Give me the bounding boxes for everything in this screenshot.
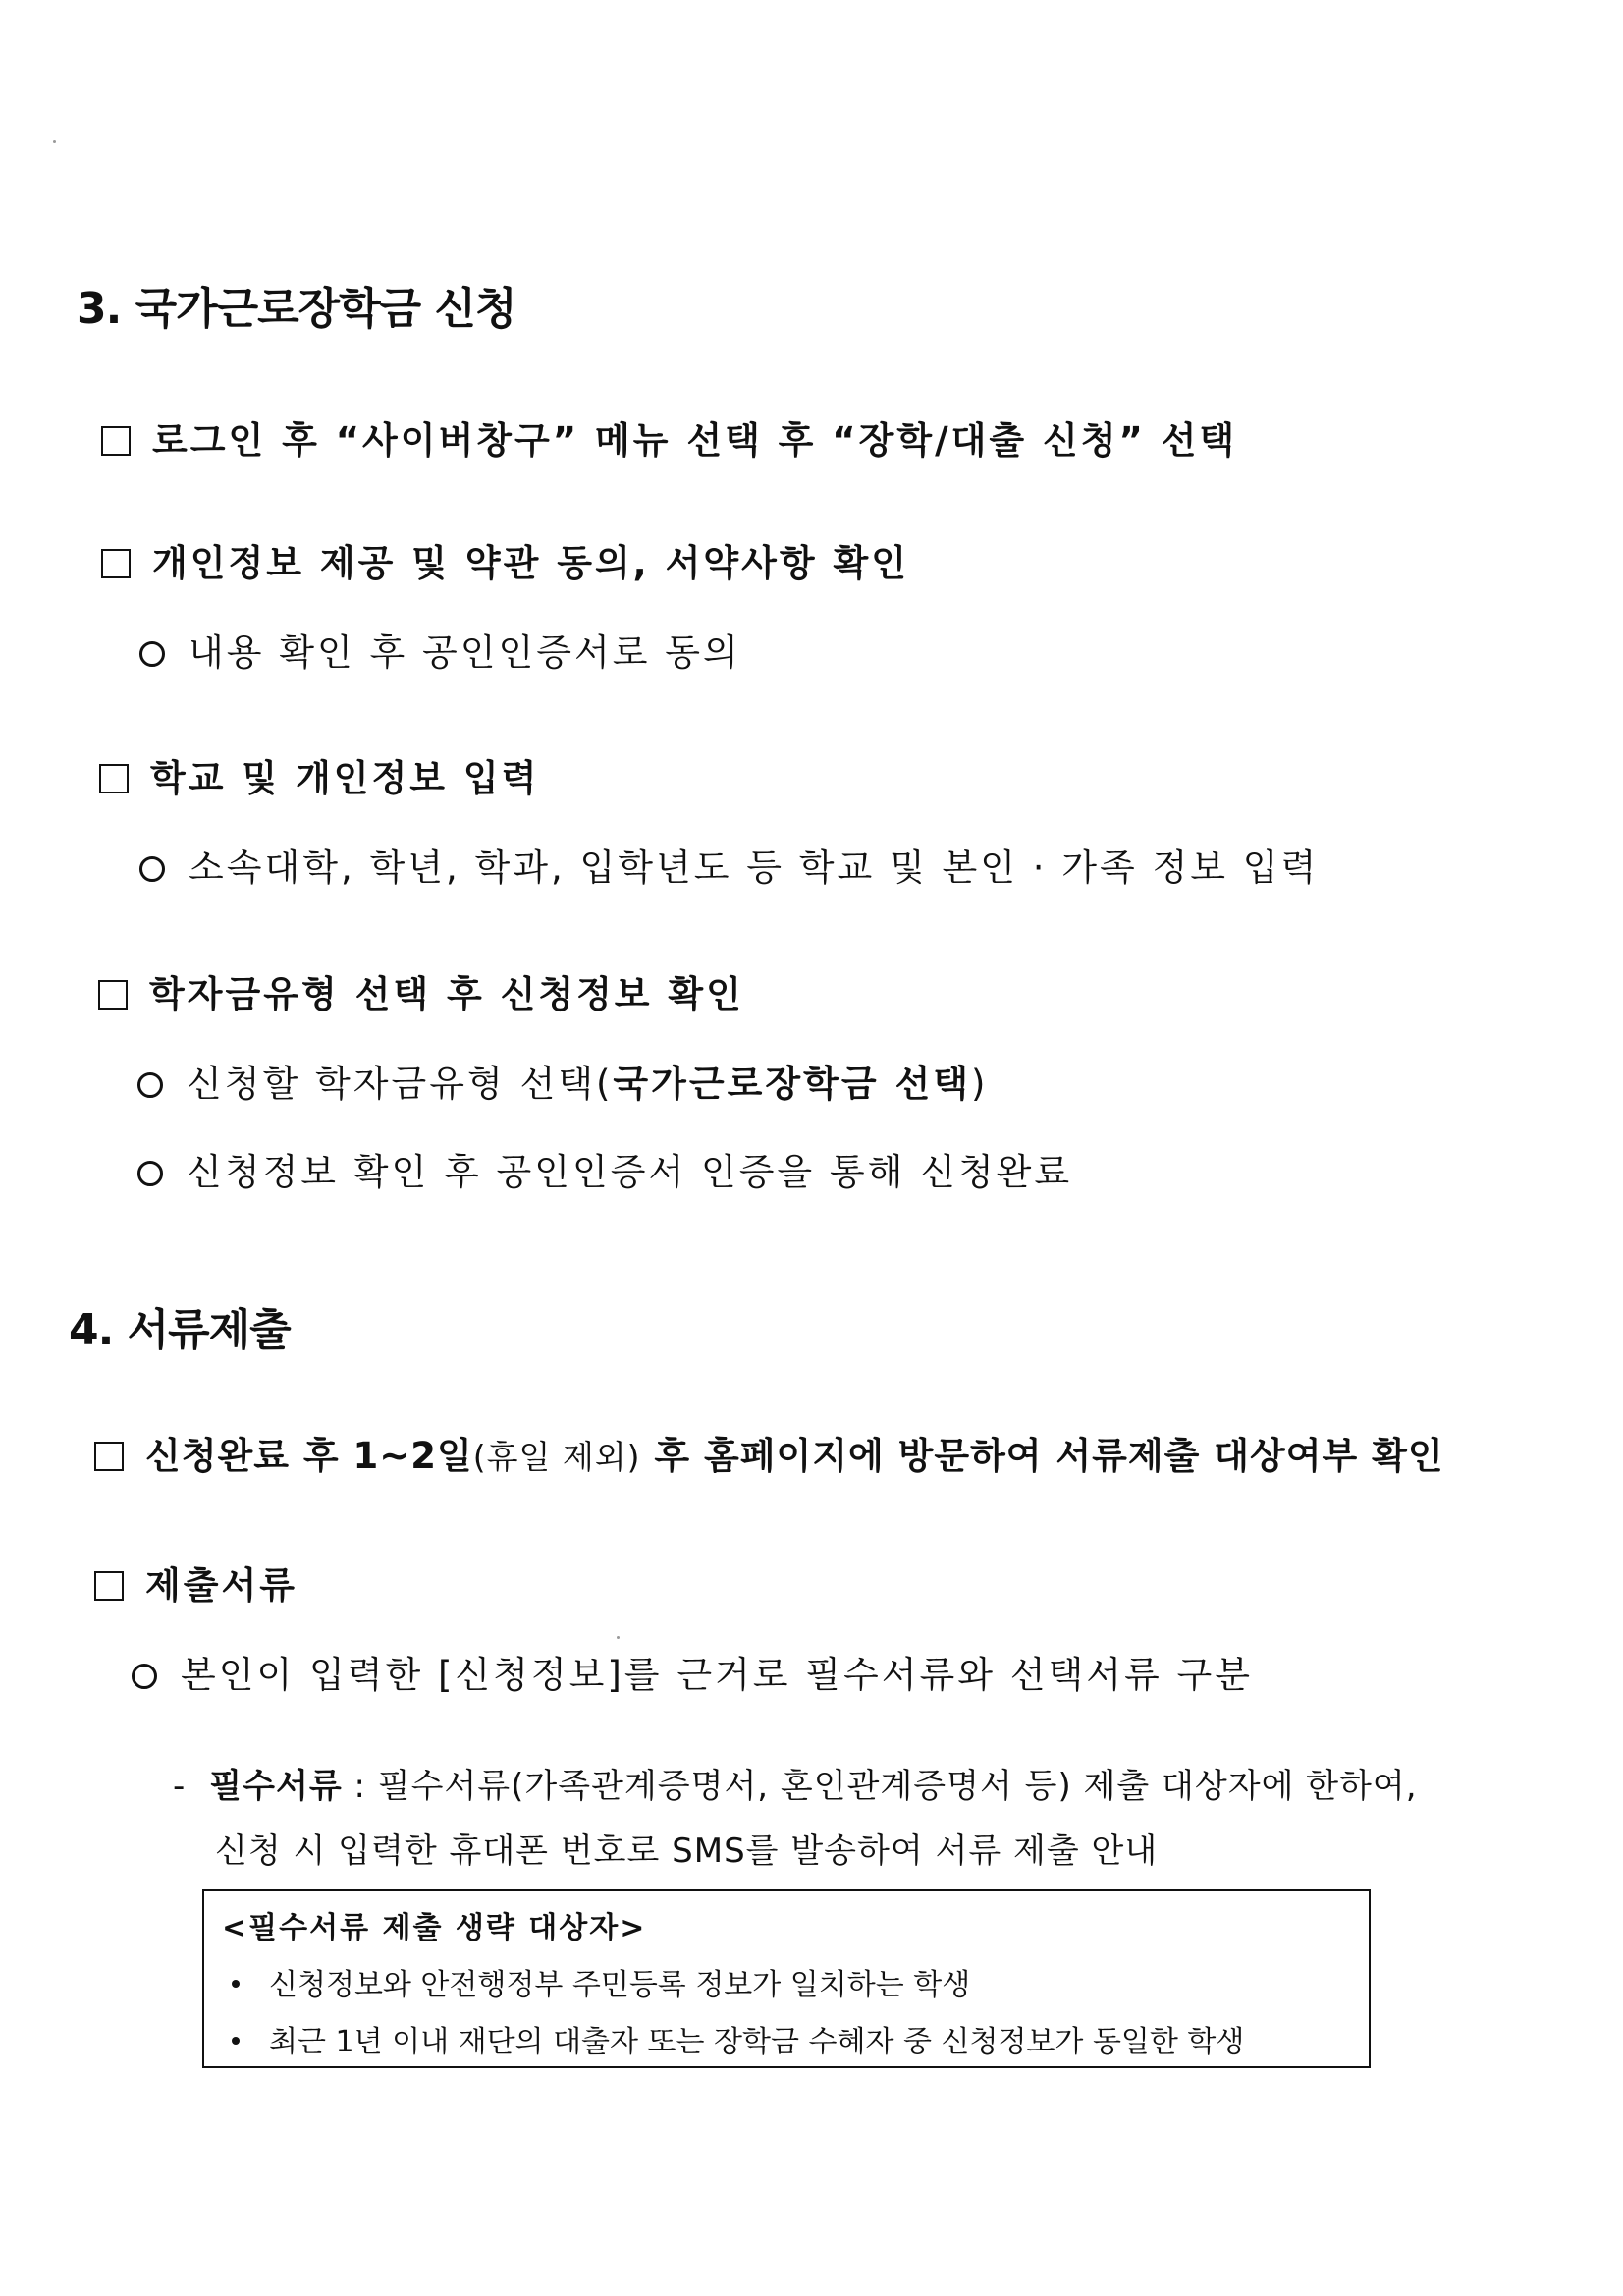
sub-step-text: 신청정보 확인 후 공인인증서 인증을 통해 신청완료 (187, 1151, 1073, 1193)
note-text: 신청정보와 안전행정부 주민등록 정보가 일치하는 학생 (269, 1968, 971, 2002)
required-docs-line2 (215, 1824, 1158, 1872)
sub-step-text-prefix: 신청할 학자금유형 선택( (187, 1063, 614, 1105)
section-3-heading: 3. 국가근로장학금 신청 (77, 284, 516, 334)
scan-speck (617, 1636, 620, 1639)
step-text: 학교 및 개인정보 입력 (150, 757, 540, 799)
section-4-heading: 4. 서류제출 (69, 1305, 291, 1355)
step-text: 로그인 후 “사이버창구” 메뉴 선택 후 “장학/대출 신청” 선택 (152, 419, 1238, 462)
bullet-dot-icon (232, 1980, 240, 1988)
checkbox-square-icon (98, 980, 128, 1010)
note-bullet-2 (222, 2017, 1244, 2060)
note-title: <필수서류 제출 생략 대상자> (222, 1911, 647, 1945)
step-aid-type (98, 964, 744, 1017)
note-text: 최근 1년 이내 재단의 대출자 또는 장학금 수혜자 중 신청정보가 동일한 학생 (269, 2025, 1245, 2059)
circle-bullet-icon (137, 1161, 163, 1186)
checkbox-square-icon (94, 1571, 124, 1601)
required-docs-line1 (173, 1759, 1418, 1807)
circle-bullet-icon (132, 1664, 157, 1689)
step-text: 개인정보 제공 및 약관 동의, 서약사항 확인 (152, 542, 909, 584)
bullet-dot-icon (232, 2037, 240, 2045)
circle-bullet-icon (137, 1072, 163, 1098)
required-text: : 필수서류(가족관계증명서, 혼인관계증명서 등) 제출 대상자에 한하여, (342, 1767, 1418, 1806)
sub-step-agreement (139, 623, 741, 676)
checkbox-square-icon (101, 426, 131, 456)
sub-step-school-info (139, 838, 1319, 891)
step-school-info (99, 748, 539, 801)
note-bullet-1 (222, 1960, 970, 2003)
checkbox-square-icon (99, 764, 129, 793)
sub-step-complete (137, 1142, 1072, 1195)
sub-step-text-bold: 국가근로장학금 선택 (613, 1063, 971, 1105)
sub-step-text: 내용 확인 후 공인인증서로 동의 (189, 631, 741, 674)
sub-step-aid-type (137, 1054, 988, 1107)
step-documents (94, 1556, 298, 1609)
step-text-c: 후 홈페이지에 방문하여 서류제출 대상여부 확인 (640, 1435, 1444, 1477)
step-agreement (101, 533, 909, 586)
dash-bullet: - (173, 1767, 187, 1806)
sub-step-text-suffix: ) (970, 1063, 989, 1105)
checkbox-square-icon (101, 549, 131, 578)
step-login-menu (101, 410, 1237, 464)
required-label: 필수서류 (209, 1767, 343, 1806)
required-text-cont: 신청 시 입력한 휴대폰 번호로 SMS를 발송하여 서류 제출 안내 (215, 1831, 1159, 1871)
sub-step-text: 본인이 입력한 [신청정보]를 근거로 필수서류와 선택서류 구분 (181, 1654, 1253, 1696)
scan-speck (53, 140, 56, 143)
sub-step-text: 소속대학, 학년, 학과, 입학년도 등 학교 및 본인 · 가족 정보 입력 (189, 847, 1320, 889)
circle-bullet-icon (139, 641, 165, 667)
exemption-note-box (202, 1889, 1371, 2068)
step-text-b: (휴일 제외) (472, 1438, 641, 1476)
sub-step-documents (132, 1645, 1253, 1698)
step-text-a: 신청완료 후 1~2일 (145, 1435, 473, 1477)
step-check-documents (94, 1426, 1444, 1479)
step-text: 제출서류 (145, 1564, 298, 1607)
step-text: 학자금유형 선택 후 신청정보 확인 (149, 973, 744, 1015)
circle-bullet-icon (139, 856, 165, 882)
checkbox-square-icon (94, 1442, 124, 1471)
